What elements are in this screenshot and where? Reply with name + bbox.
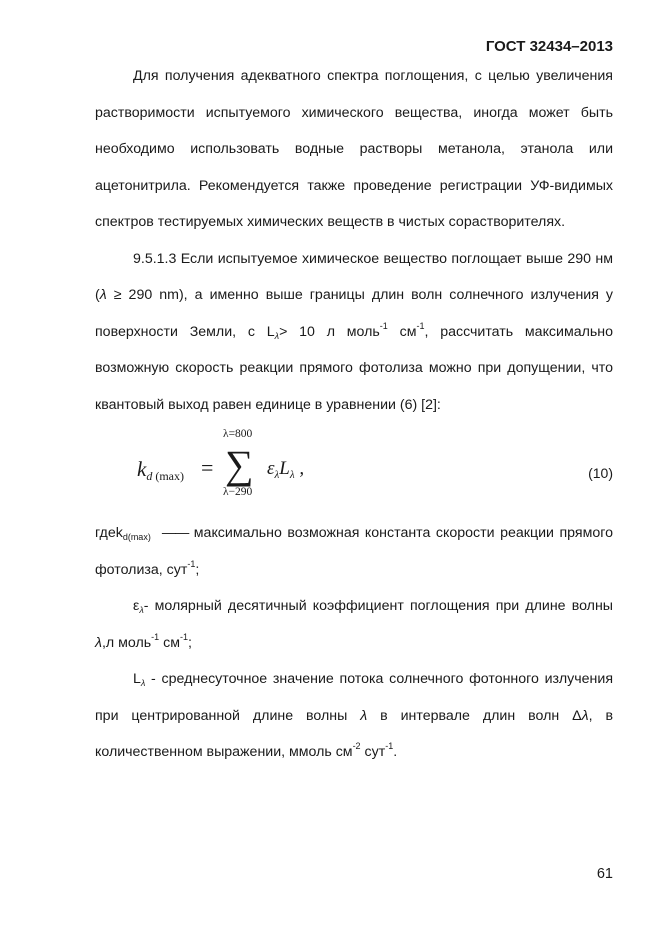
definition-epsilon: $\varepsilon_\lambda-$ молярный десятичный коэффициент поглощения при длине волны λ,л моль$^{-1}$ $см^{-1}$; [95,598,613,651]
sum-symbol: ∑ [225,442,254,487]
definition-L-lambda: $L_\lambda$ - среднесуточное значение потока солнечного фотонного излучения при центрированной длине волны λ в интервале длин волн Δλ, в количественном выражении, ммоль $см^{-2}$ сут$^{-1}$. [95,671,614,760]
equation-number: (10) [588,465,613,481]
definition-kd-max: гдеk$_{d(max)}$ —— максимально возможная константа скорости реакции прямого фотолиза, сут$^{-1}$; [95,525,613,578]
formula-lhs: $k_d$ (max) [137,457,184,483]
sum-lower-limit: λ−290 [223,486,253,498]
sum-upper-limit: λ=800 [223,428,253,440]
paragraph-cosolvents: Для получения адекватного спектра поглощения, с целью увеличения растворимости испытуемого химического вещества, иногда может быть необходимо использовать водные растворы метанола, этанола или ацетонитрила. Рекомендуется также проведение регистрации УФ-видимых спектров тестируемых химических веществ в чистых сорастворителях. [95,68,613,230]
page-number: 61 [596,866,613,882]
equation-10 [95,428,613,515]
formula-equals: = [201,455,214,480]
document-code: ГОСТ 32434–2013 [485,38,613,55]
paragraph-9-5-1-3: 9.5.1.3 Если испытуемое химическое вещество поглощает выше 290 нм (λ ≥ 290 nm), а именно выше границы длин волн солнечного излучения у поверхности Земли, с $L_\lambda> 10$ л моль$^{-1}$ $см^{-1}$, рассчитать максимально возможную скорость реакции прямого фотолиза можно при допущении, что квантовый выход равен единице в уравнении (6) [2]: [95,250,613,413]
page-content [95,58,613,771]
formula-rhs: $\varepsilon_\lambda L_\lambda$ , [267,458,305,481]
